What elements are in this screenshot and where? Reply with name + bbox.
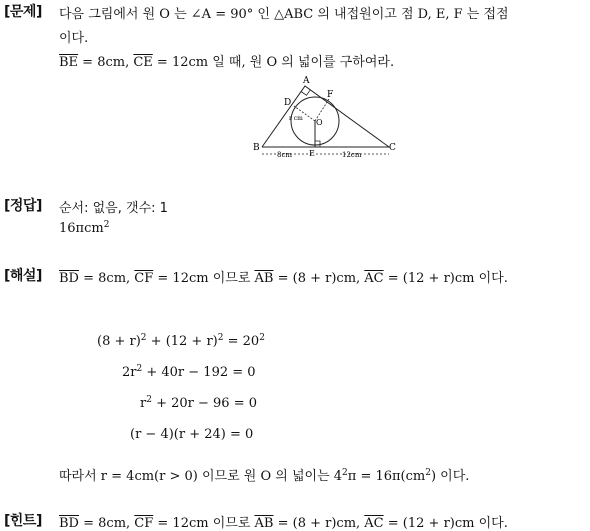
eq-part: r — [140, 396, 147, 411]
hint-text-part: = 8cm, — [78, 516, 135, 531]
problem-text-part: = 12cm 일 때, 원 O 의 넓이를 구하여라. — [152, 55, 395, 70]
eq-part: 2r — [122, 365, 137, 380]
segment-be: $\overline{BE}$ — [59, 55, 79, 70]
answer-order-count: 순서: 없음, 갯수: 1 — [59, 201, 168, 216]
vertex-b-label: B — [253, 143, 260, 153]
problem-label: [문제] — [4, 4, 42, 20]
solution-text-part: = 8cm, — [78, 271, 135, 286]
solution-text-part: = (12 + r)cm 이다. — [383, 271, 508, 286]
hint-text — [59, 512, 508, 531]
solution-text-part: = 12cm 이므로 — [153, 271, 255, 286]
answer-label: [정답] — [4, 198, 42, 214]
segment-bd: $\overline{BD}$ — [59, 271, 79, 286]
solution-conclusion — [59, 465, 469, 484]
conclusion-part: π = 16π(cm — [347, 469, 426, 484]
segment-bd: $\overline{BD}$ — [59, 516, 79, 531]
problem-text-line2: 이다. — [59, 31, 89, 46]
triangle-figure — [250, 74, 400, 160]
radius-label: r cm — [289, 115, 303, 122]
answer-exponent: 2 — [103, 220, 110, 230]
exponent: 2 — [259, 333, 265, 343]
segment-ac: $\overline{AC}$ — [364, 271, 384, 286]
ec-length-label: 12cm — [342, 151, 362, 159]
exponent: 2 — [140, 333, 147, 343]
hint-text-part: = (8 + r)cm, — [273, 516, 365, 531]
vertex-a-label: A — [303, 76, 310, 86]
solution-label: [해설] — [4, 268, 42, 284]
exponent: 2 — [425, 468, 431, 478]
problem-text-line3 — [59, 51, 394, 70]
hint-label: [힌트] — [4, 513, 42, 529]
equation-2 — [122, 365, 256, 380]
segment-cf: $\overline{CF}$ — [134, 271, 154, 286]
be-length-label: 8cm — [277, 151, 293, 159]
eq-part: + 20r − 96 = 0 — [151, 396, 257, 411]
point-d-label: D — [284, 98, 292, 108]
equation-1 — [97, 334, 265, 349]
eq-part: = 20 — [223, 334, 260, 349]
segment-ab: $\overline{AB}$ — [254, 271, 274, 286]
exponent: 2 — [342, 468, 348, 478]
answer-value — [59, 221, 109, 236]
triangle-outline — [262, 86, 389, 147]
right-angle-mark — [301, 90, 310, 96]
problem-text-line1: 다음 그림에서 원 O 는 ∠A = 90° 인 △ABC 의 내접원이고 점 D, E, F 는 접점 — [59, 7, 509, 22]
right-angle-mark-e — [315, 141, 320, 147]
segment-ce: $\overline{CE}$ — [133, 55, 153, 70]
equation-4: (r − 4)(r + 24) = 0 — [130, 427, 254, 442]
solution-intro — [59, 267, 508, 286]
conclusion-part: 따라서 r = 4cm(r > 0) 이므로 원 O 의 넓이는 4 — [59, 469, 343, 484]
exponent: 2 — [146, 395, 152, 405]
center-o-label: O — [316, 118, 323, 127]
exponent: 2 — [136, 364, 143, 374]
hint-text-part: = (12 + r)cm 이다. — [383, 516, 508, 531]
hint-text-part: = 12cm 이므로 — [153, 516, 255, 531]
problem-text-part: = 8cm, — [78, 55, 134, 70]
segment-ac: $\overline{AC}$ — [364, 516, 384, 531]
solution-text-part: = (8 + r)cm, — [273, 271, 365, 286]
eq-part: + (12 + r) — [146, 334, 218, 349]
eq-part: + 40r − 192 = 0 — [142, 365, 256, 380]
conclusion-part: ) 이다. — [430, 469, 470, 484]
answer-value-text: 16πcm — [59, 221, 104, 236]
eq-part: (8 + r) — [97, 334, 141, 349]
vertex-c-label: C — [389, 143, 396, 153]
point-f-label: F — [327, 90, 334, 100]
exponent: 2 — [217, 333, 224, 343]
equation-3 — [140, 396, 257, 411]
segment-cf: $\overline{CF}$ — [134, 516, 154, 531]
point-e-label: E — [309, 149, 315, 158]
segment-ab: $\overline{AB}$ — [254, 516, 274, 531]
